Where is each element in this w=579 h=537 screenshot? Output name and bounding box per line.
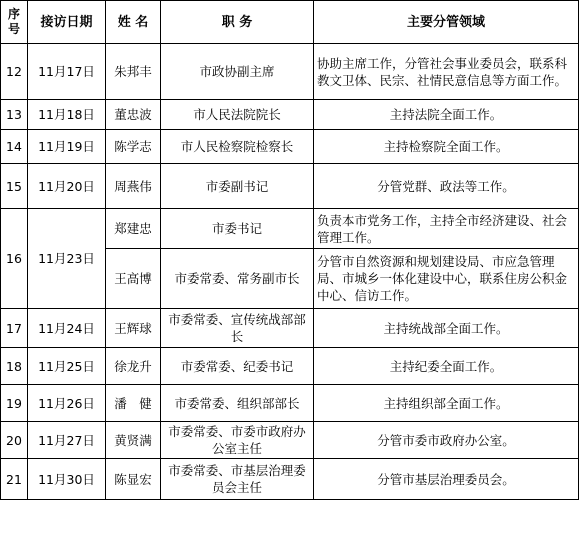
table-row [1,100,579,130]
name-cell: 陈学志 [106,130,161,164]
name-cell: 董忠波 [106,100,161,130]
duties-cell: 主持组织部全面工作。 [314,385,579,422]
seq-cell: 16 [1,209,28,309]
table-row [1,209,579,249]
duties-cell: 主持统战部全面工作。 [314,309,579,348]
duties-cell: 分管市基层治理委员会。 [314,459,579,500]
name-cell: 朱邦丰 [106,44,161,100]
name-cell: 王辉球 [106,309,161,348]
date-cell: 11月18日 [28,100,106,130]
position-cell: 市委副书记 [161,164,314,209]
duties-cell: 分管市自然资源和规划建设局、市应急管理局、市城乡一体化建设中心，联系住房公积金中心、信访工作。 [314,249,579,309]
position-cell: 市人民法院院长 [161,100,314,130]
table-row [1,164,579,209]
header-date: 接访日期 [28,1,106,44]
position-cell: 市委常委、纪委书记 [161,348,314,385]
seq-cell: 13 [1,100,28,130]
date-cell: 11月25日 [28,348,106,385]
date-cell: 11月23日 [28,209,106,309]
table-row [1,130,579,164]
table-row [1,309,579,348]
duties-cell: 主持检察院全面工作。 [314,130,579,164]
table-row [1,44,579,100]
seq-cell: 14 [1,130,28,164]
date-cell: 11月17日 [28,44,106,100]
duties-cell: 分管市委市政府办公室。 [314,422,579,459]
name-cell: 王高博 [106,249,161,309]
seq-cell: 20 [1,422,28,459]
seq-cell: 17 [1,309,28,348]
position-cell: 市委书记 [161,209,314,249]
header-row [1,1,579,44]
position-cell: 市委常委、市基层治理委员会主任 [161,459,314,500]
position-cell: 市委常委、组织部部长 [161,385,314,422]
name-cell: 潘 健 [106,385,161,422]
header-name: 姓 名 [106,1,161,44]
seq-cell: 18 [1,348,28,385]
position-cell: 市委常委、常务副市长 [161,249,314,309]
duties-cell: 协助主席工作，分管社会事业委员会，联系科教文卫体、民宗、社情民意信息等方面工作。 [314,44,579,100]
date-cell: 11月19日 [28,130,106,164]
header-seq: 序号 [1,1,28,44]
table-row [1,422,579,459]
date-cell: 11月27日 [28,422,106,459]
position-cell: 市委常委、宣传统战部部长 [161,309,314,348]
header-duties: 主要分管领域 [314,1,579,44]
name-cell: 周燕伟 [106,164,161,209]
name-cell: 郑建忠 [106,209,161,249]
name-cell: 陈显宏 [106,459,161,500]
position-cell: 市人民检察院检察长 [161,130,314,164]
name-cell: 徐龙升 [106,348,161,385]
seq-cell: 19 [1,385,28,422]
date-cell: 11月30日 [28,459,106,500]
seq-cell: 21 [1,459,28,500]
duties-cell: 主持纪委全面工作。 [314,348,579,385]
seq-cell: 15 [1,164,28,209]
name-cell: 黄贤满 [106,422,161,459]
table-row [1,385,579,422]
table-row [1,348,579,385]
position-cell: 市委常委、市委市政府办公室主任 [161,422,314,459]
date-cell: 11月24日 [28,309,106,348]
table-row [1,459,579,500]
duties-cell: 分管党群、政法等工作。 [314,164,579,209]
position-cell: 市政协副主席 [161,44,314,100]
header-position: 职 务 [161,1,314,44]
duties-cell: 主持法院全面工作。 [314,100,579,130]
date-cell: 11月20日 [28,164,106,209]
duties-cell: 负责本市党务工作，主持全市经济建设、社会管理工作。 [314,209,579,249]
date-cell: 11月26日 [28,385,106,422]
seq-cell: 12 [1,44,28,100]
